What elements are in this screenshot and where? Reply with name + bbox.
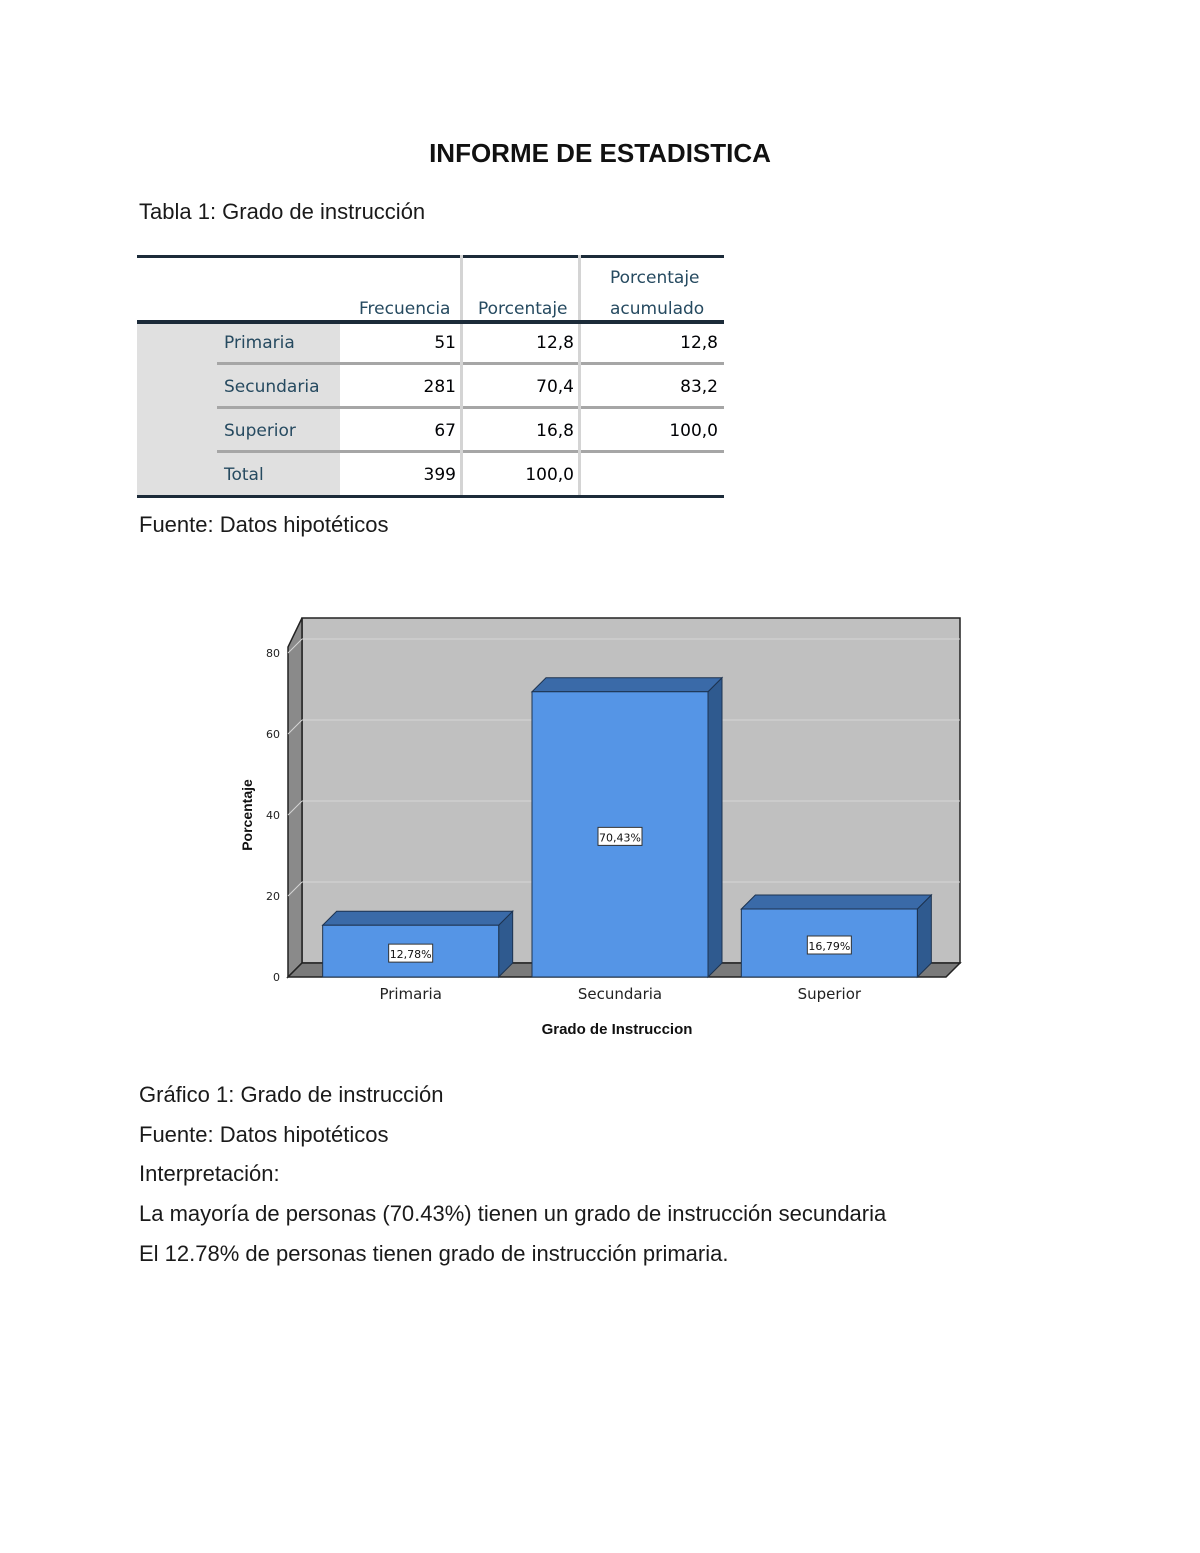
chart-caption: Gráfico 1: Grado de instrucción: [139, 1082, 444, 1107]
y-tick-label: 0: [273, 971, 280, 984]
y-tick-label: 20: [266, 890, 280, 903]
cell-frecuencia: 281: [423, 377, 456, 397]
row-separator: [217, 450, 724, 453]
row-separator: [217, 406, 724, 409]
table-bottom-rule: [137, 495, 724, 498]
cell-porcentaje: 16,8: [536, 421, 574, 441]
page-title: INFORME DE ESTADISTICA: [429, 138, 771, 168]
header-frecuencia: Frecuencia: [359, 299, 451, 319]
table-top-rule: [137, 255, 724, 258]
frequency-table: [137, 255, 724, 498]
row-label: Total: [224, 465, 264, 485]
column-separator: [578, 255, 581, 320]
cell-frecuencia: 51: [434, 333, 456, 353]
cell-porcentaje: 70,4: [536, 377, 574, 397]
table-source: Fuente: Datos hipotéticos: [139, 512, 389, 537]
row-label: Secundaria: [224, 377, 320, 397]
header-acumulado-1: Porcentaje: [610, 268, 700, 288]
bar-top: [741, 895, 931, 909]
row-label: Primaria: [224, 333, 295, 353]
y-tick-label: 60: [266, 728, 280, 741]
bar-top: [532, 678, 722, 692]
cell-acumulado: 100,0: [669, 421, 718, 441]
bar-chart: [230, 605, 970, 1045]
y-tick-label: 40: [266, 809, 280, 822]
bar-chart-svg: [230, 605, 970, 1045]
table-caption: Tabla 1: Grado de instrucción: [139, 199, 426, 224]
cell-porcentaje: 12,8: [536, 333, 574, 353]
interpretation-line-2: El 12.78% de personas tienen grado de instrucción primaria.: [139, 1241, 729, 1266]
data-label: 70,43%: [599, 831, 641, 845]
row-label: Superior: [224, 421, 296, 441]
cell-frecuencia: 67: [434, 421, 456, 441]
y-tick-label: 80: [266, 647, 280, 660]
y-axis-label: Porcentaje: [239, 779, 255, 851]
cell-frecuencia: 399: [423, 465, 456, 485]
chart-source: Fuente: Datos hipotéticos: [139, 1122, 389, 1147]
cell-acumulado: 12,8: [680, 333, 718, 353]
x-tick-label: Primaria: [379, 985, 442, 1003]
plot-left-wall: [288, 618, 302, 977]
x-tick-label: Superior: [797, 985, 862, 1003]
column-separator: [460, 324, 463, 495]
x-tick-label: Secundaria: [577, 985, 663, 1003]
header-acumulado-2: acumulado: [610, 299, 705, 319]
column-separator: [578, 324, 581, 495]
cell-porcentaje: 100,0: [525, 465, 574, 485]
interpretation-label: Interpretación:: [139, 1161, 280, 1186]
column-separator: [460, 255, 463, 320]
header-porcentaje: Porcentaje: [478, 299, 568, 319]
table-header-rule: [137, 320, 724, 324]
x-axis-label: Grado de Instruccion: [541, 1021, 693, 1038]
data-label: 16,79%: [808, 940, 851, 954]
data-label: 12,78%: [389, 948, 432, 962]
row-separator: [217, 362, 724, 365]
cell-acumulado: 83,2: [680, 377, 718, 397]
interpretation-line-1: La mayoría de personas (70.43%) tienen un grado de instrucción secundaria: [139, 1201, 887, 1226]
bar-top: [323, 911, 513, 925]
bar-side: [708, 678, 722, 977]
